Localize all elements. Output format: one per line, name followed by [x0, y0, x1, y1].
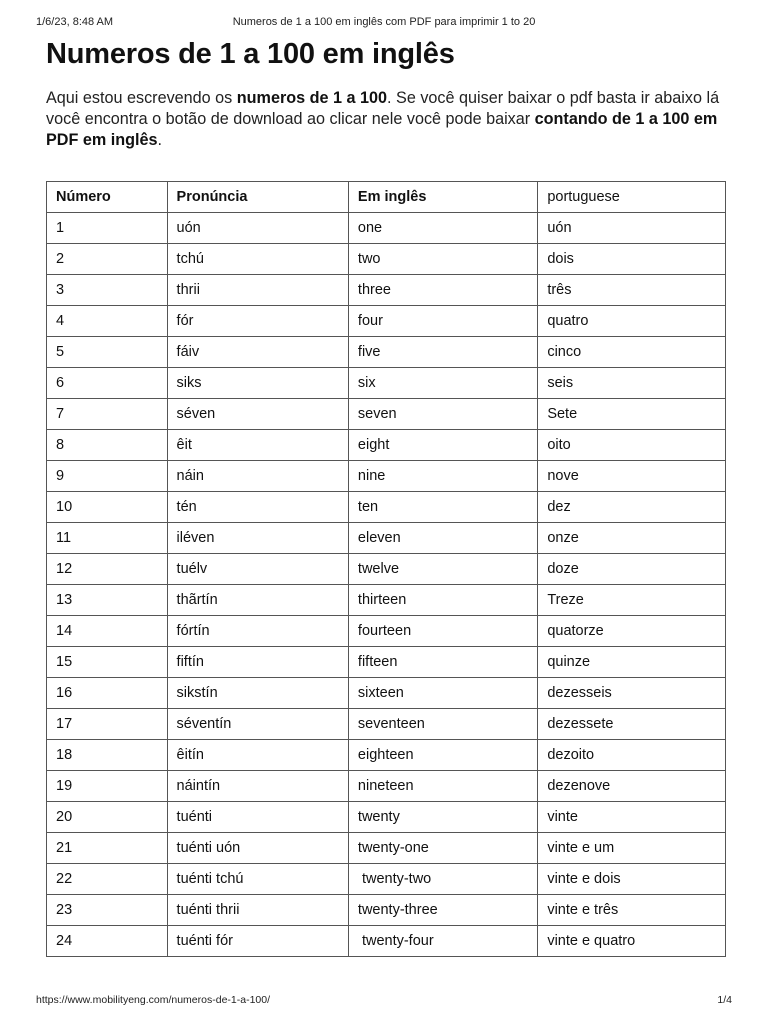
cell-numero: 18 [47, 740, 168, 771]
cell-portuguese: vinte e três [538, 895, 726, 926]
cell-numero: 6 [47, 368, 168, 399]
table-row [47, 399, 726, 430]
table-row [47, 771, 726, 802]
cell-numero: 5 [47, 337, 168, 368]
cell-pronuncia: iléven [167, 523, 348, 554]
cell-portuguese: dezesseis [538, 678, 726, 709]
cell-numero: 20 [47, 802, 168, 833]
header-em-ingles: Em inglês [348, 182, 537, 213]
cell-pronuncia: séventín [167, 709, 348, 740]
cell-pronuncia: êit [167, 430, 348, 461]
cell-em-ingles: six [348, 368, 537, 399]
cell-em-ingles: two [348, 244, 537, 275]
table-row [47, 585, 726, 616]
table-row [47, 337, 726, 368]
table-row [47, 275, 726, 306]
cell-em-ingles: twenty-one [348, 833, 537, 864]
cell-pronuncia: tuénti uón [167, 833, 348, 864]
cell-em-ingles: eight [348, 430, 537, 461]
cell-numero: 9 [47, 461, 168, 492]
cell-numero: 14 [47, 616, 168, 647]
cell-pronuncia: náintín [167, 771, 348, 802]
table-row [47, 430, 726, 461]
cell-pronuncia: fór [167, 306, 348, 337]
table-row [47, 244, 726, 275]
table-body [47, 213, 726, 957]
numbers-table [46, 181, 726, 957]
cell-numero: 8 [47, 430, 168, 461]
print-footer [36, 994, 732, 1008]
table-row [47, 213, 726, 244]
cell-pronuncia: tuénti tchú [167, 864, 348, 895]
cell-em-ingles: fifteen [348, 647, 537, 678]
header-numero: Número [47, 182, 168, 213]
cell-em-ingles: fourteen [348, 616, 537, 647]
cell-portuguese: uón [538, 213, 726, 244]
print-header [36, 16, 732, 30]
cell-em-ingles: eighteen [348, 740, 537, 771]
cell-pronuncia: thãrtín [167, 585, 348, 616]
cell-pronuncia: tchú [167, 244, 348, 275]
cell-em-ingles: twenty-four [348, 926, 537, 957]
cell-pronuncia: náin [167, 461, 348, 492]
cell-portuguese: quatro [538, 306, 726, 337]
cell-portuguese: nove [538, 461, 726, 492]
intro-text-3: . [157, 131, 163, 149]
table-row [47, 740, 726, 771]
cell-pronuncia: fórtín [167, 616, 348, 647]
cell-numero: 19 [47, 771, 168, 802]
cell-em-ingles: seven [348, 399, 537, 430]
cell-pronuncia: sikstín [167, 678, 348, 709]
cell-em-ingles: one [348, 213, 537, 244]
cell-em-ingles: twelve [348, 554, 537, 585]
print-datetime: 1/6/23, 8:48 AM [36, 16, 114, 28]
cell-numero: 16 [47, 678, 168, 709]
cell-pronuncia: êitín [167, 740, 348, 771]
cell-numero: 13 [47, 585, 168, 616]
cell-em-ingles: five [348, 337, 537, 368]
cell-em-ingles: thirteen [348, 585, 537, 616]
cell-pronuncia: tén [167, 492, 348, 523]
cell-numero: 11 [47, 523, 168, 554]
cell-portuguese: vinte e quatro [538, 926, 726, 957]
cell-portuguese: dois [538, 244, 726, 275]
cell-numero: 7 [47, 399, 168, 430]
table-row [47, 554, 726, 585]
cell-portuguese: cinco [538, 337, 726, 368]
cell-portuguese: vinte e dois [538, 864, 726, 895]
cell-numero: 21 [47, 833, 168, 864]
cell-em-ingles: nineteen [348, 771, 537, 802]
cell-em-ingles: eleven [348, 523, 537, 554]
cell-portuguese: dezenove [538, 771, 726, 802]
cell-portuguese: oito [538, 430, 726, 461]
cell-portuguese: vinte [538, 802, 726, 833]
cell-pronuncia: tuénti thrii [167, 895, 348, 926]
cell-em-ingles: three [348, 275, 537, 306]
cell-portuguese: seis [538, 368, 726, 399]
cell-portuguese: dezessete [538, 709, 726, 740]
cell-numero: 2 [47, 244, 168, 275]
cell-pronuncia: fáiv [167, 337, 348, 368]
page-number: 1/4 [717, 994, 732, 1006]
cell-portuguese: dez [538, 492, 726, 523]
table-row [47, 895, 726, 926]
cell-pronuncia: fiftín [167, 647, 348, 678]
cell-numero: 1 [47, 213, 168, 244]
cell-numero: 24 [47, 926, 168, 957]
cell-em-ingles: nine [348, 461, 537, 492]
intro-paragraph [46, 88, 736, 151]
header-portuguese: portuguese [538, 182, 726, 213]
cell-pronuncia: séven [167, 399, 348, 430]
table-row [47, 492, 726, 523]
intro-text-1: Aqui estou escrevendo os [46, 89, 237, 107]
intro-bold-2: contando de 1 a 100 em PDF em inglês [46, 110, 718, 149]
cell-numero: 10 [47, 492, 168, 523]
cell-portuguese: quatorze [538, 616, 726, 647]
cell-numero: 17 [47, 709, 168, 740]
cell-pronuncia: thrii [167, 275, 348, 306]
table-row [47, 368, 726, 399]
table-row [47, 709, 726, 740]
cell-em-ingles: sixteen [348, 678, 537, 709]
cell-pronuncia: siks [167, 368, 348, 399]
cell-numero: 12 [47, 554, 168, 585]
cell-portuguese: doze [538, 554, 726, 585]
cell-em-ingles: twenty-two [348, 864, 537, 895]
cell-numero: 4 [47, 306, 168, 337]
cell-em-ingles: ten [348, 492, 537, 523]
intro-bold-1: numeros de 1 a 100 [236, 89, 388, 107]
page-heading: Numeros de 1 a 100 em inglês [46, 38, 455, 70]
cell-em-ingles: twenty-three [348, 895, 537, 926]
cell-portuguese: onze [538, 523, 726, 554]
cell-portuguese: vinte e um [538, 833, 726, 864]
table-row [47, 802, 726, 833]
intro-text-2: . Se você quiser baixar o pdf basta ir abaixo lá você encontra o botão de download ao clicar nele você pode baixar [46, 89, 720, 128]
table-row [47, 306, 726, 337]
cell-portuguese: dezoito [538, 740, 726, 771]
cell-numero: 3 [47, 275, 168, 306]
cell-em-ingles: twenty [348, 802, 537, 833]
cell-em-ingles: four [348, 306, 537, 337]
cell-pronuncia: tuénti [167, 802, 348, 833]
print-page-title: Numeros de 1 a 100 em inglês com PDF para imprimir 1 to 20 [232, 16, 536, 28]
header-pronuncia: Pronúncia [167, 182, 348, 213]
table-row [47, 523, 726, 554]
cell-portuguese: três [538, 275, 726, 306]
cell-portuguese: quinze [538, 647, 726, 678]
table-row [47, 678, 726, 709]
cell-portuguese: Sete [538, 399, 726, 430]
cell-portuguese: Treze [538, 585, 726, 616]
table-row [47, 616, 726, 647]
cell-numero: 22 [47, 864, 168, 895]
table-row [47, 833, 726, 864]
table-row [47, 864, 726, 895]
cell-pronuncia: tuénti fór [167, 926, 348, 957]
cell-pronuncia: tuélv [167, 554, 348, 585]
cell-pronuncia: uón [167, 213, 348, 244]
table-header-row [47, 182, 726, 213]
table-row [47, 461, 726, 492]
cell-numero: 15 [47, 647, 168, 678]
cell-em-ingles: seventeen [348, 709, 537, 740]
page-url: https://www.mobilityeng.com/numeros-de-1-a-100/ [36, 994, 271, 1006]
cell-numero: 23 [47, 895, 168, 926]
table-row [47, 647, 726, 678]
table-row [47, 926, 726, 957]
